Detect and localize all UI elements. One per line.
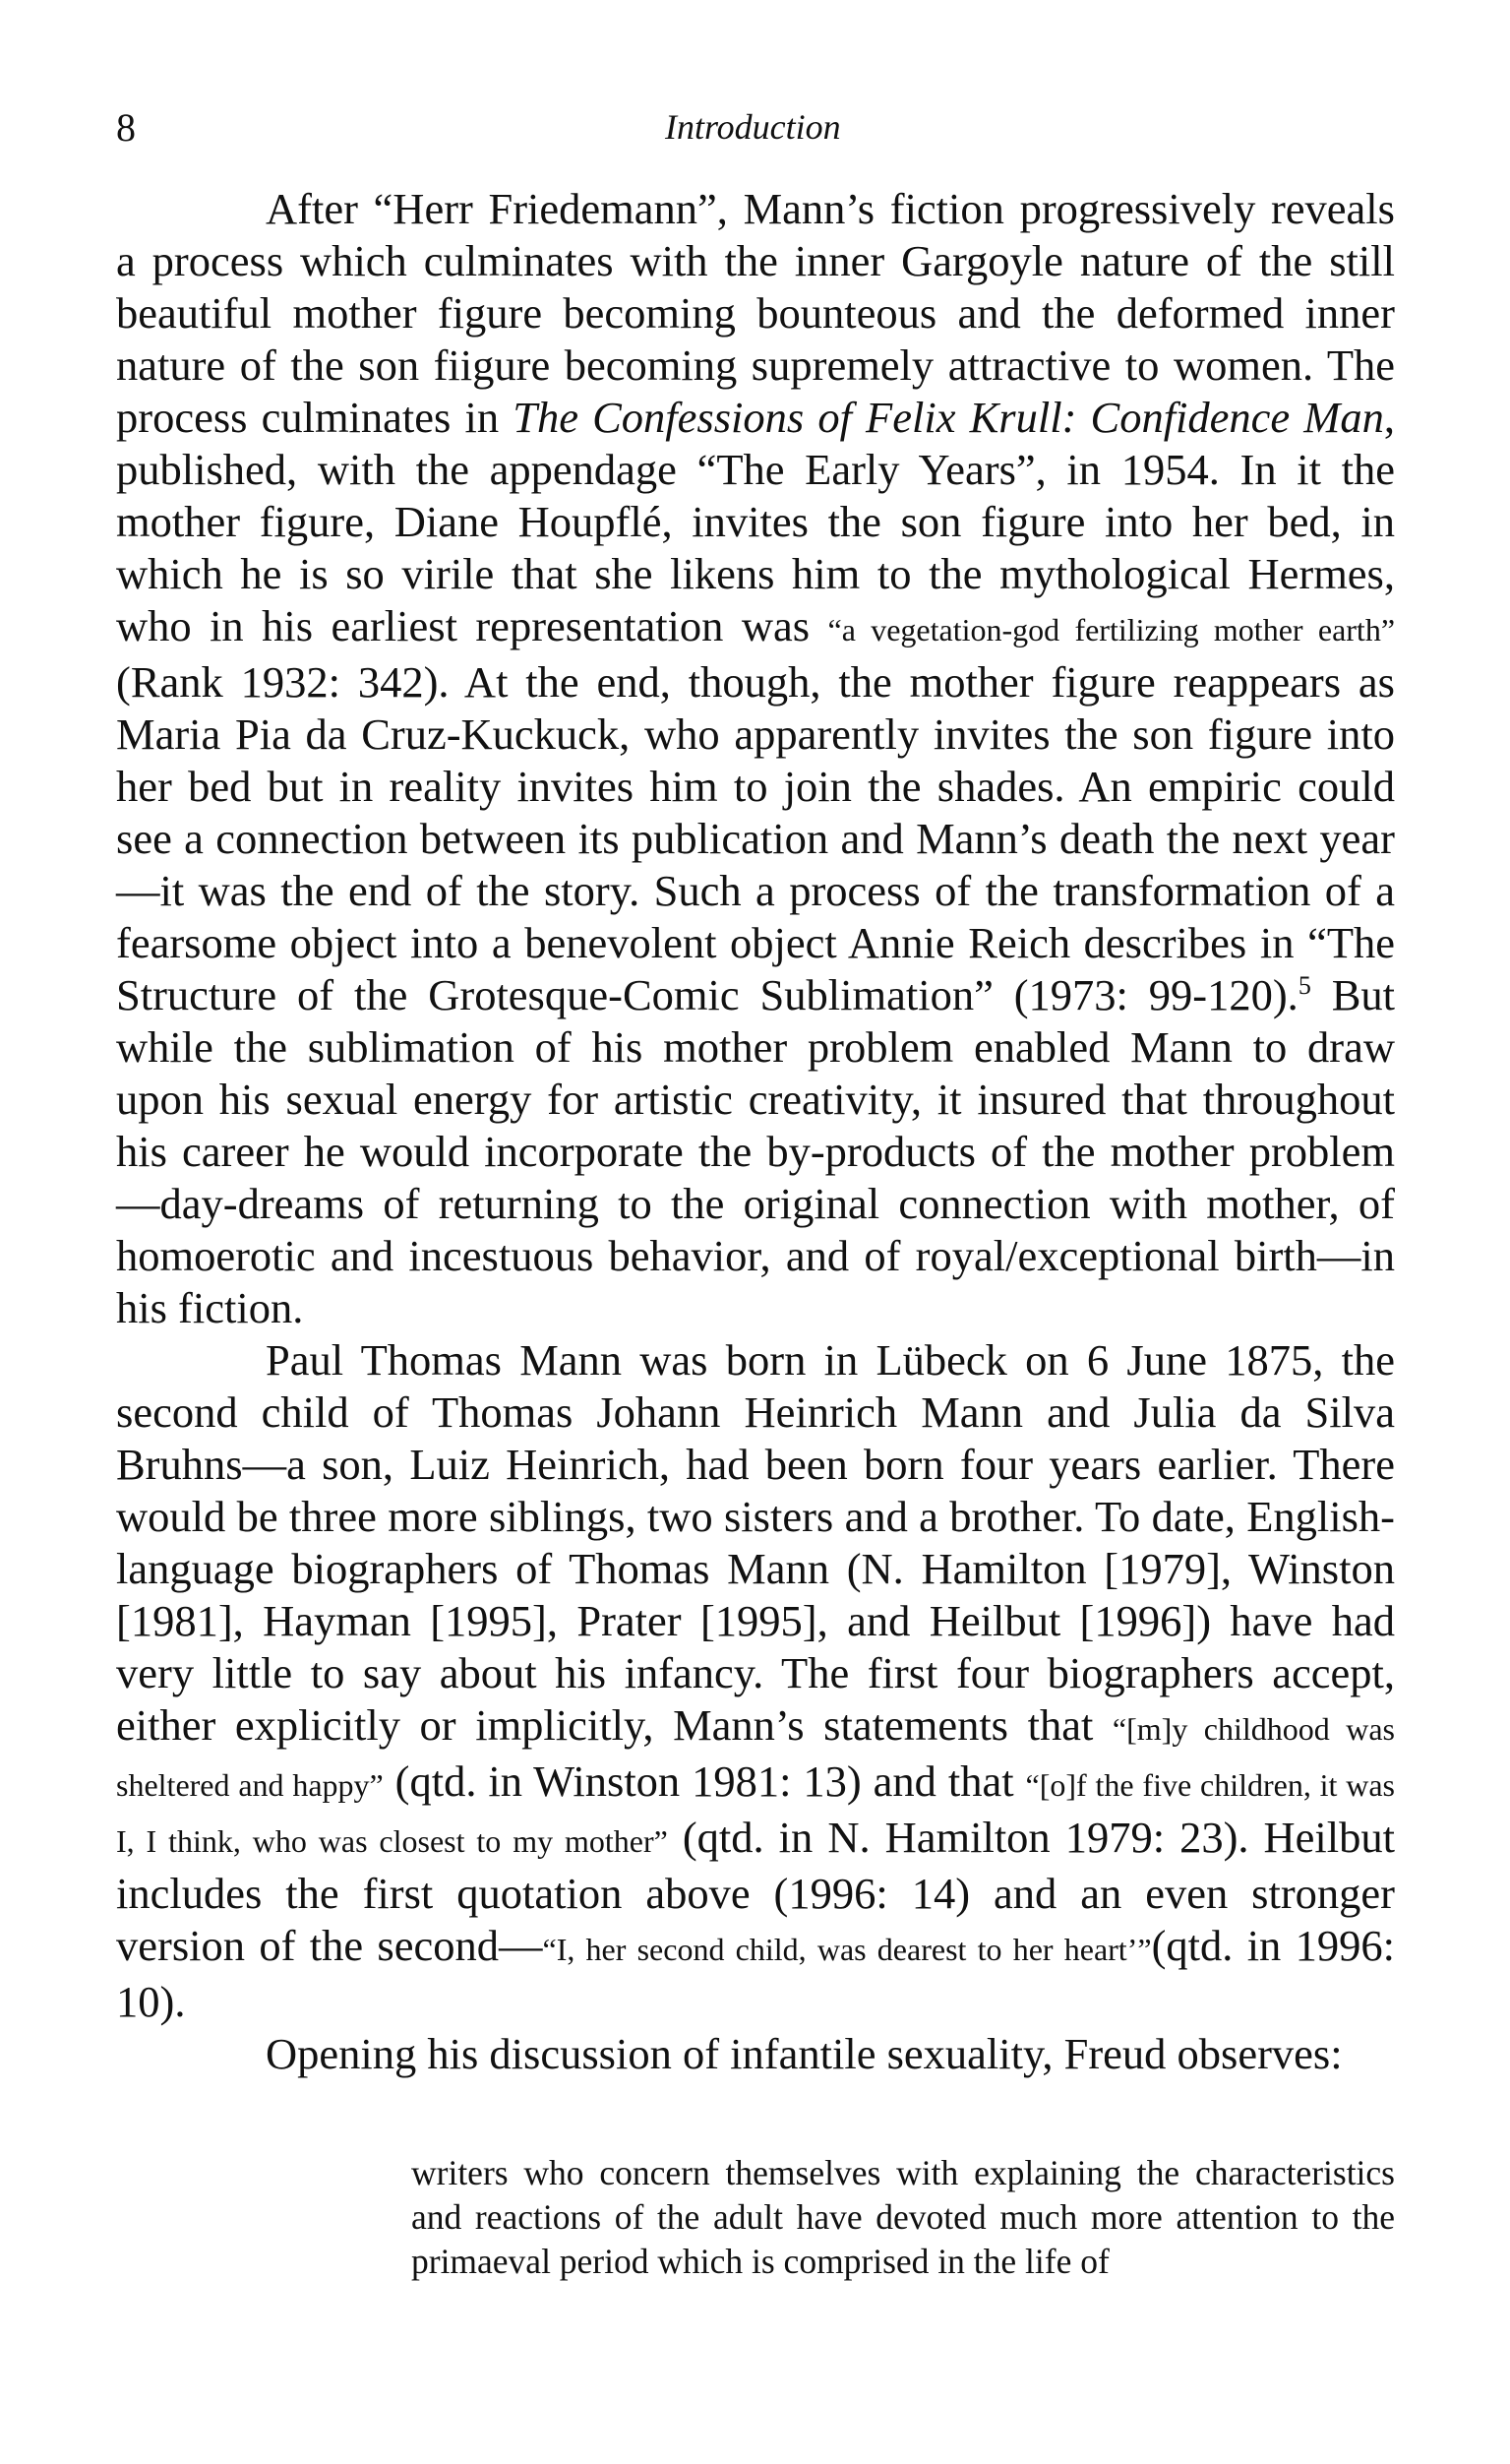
book-title: The Confessions of Felix Krull: Confidence Man (513, 393, 1384, 442)
paragraph-1-text: (Rank 1932: 342). At the end, though, the mother figure reappears as Maria Pia da Cruz-Kuckuck, who apparently invites the son figure into her bed but in reality invites him to join the shades. An empiric could see a connection between its publication and Mann’s death the next year—it was the end of the story. Such a process of the transformation of a fearsome object into a benevolent object Annie Reich describes in “The Structure of the Grotesque-Comic Sublimation” (1973: 99-120). (116, 657, 1395, 1019)
body-text (116, 183, 1395, 2080)
page-number: 8 (116, 105, 136, 150)
paragraph-2-text: (qtd. in 1996: 10). (116, 1921, 1395, 2026)
running-head: Introduction (665, 107, 841, 147)
footnote-marker: 5 (1298, 971, 1311, 1000)
page-header (116, 98, 1395, 157)
block-quote (411, 2151, 1395, 2284)
paragraph-1-text: , published, with the appendage “The Early Years”, in 1954. In it the mother figure, Diane Houpflé, invites the son figure into her bed, in which he is so virile that she likens him to the mythological Hermes, who in his earliest representation was (116, 393, 1395, 650)
inline-quote: “[o]f the five children, it was I, I think, who was closest to my mother” (116, 1767, 1395, 1859)
paragraph-3 (116, 2028, 1395, 2080)
inline-quote: “[m]y childhood was sheltered and happy” (116, 1711, 1396, 1803)
paragraph-1 (116, 183, 1395, 1334)
paragraph-2-text: (qtd. in Winston 1981: 13) and that (394, 1756, 1014, 1806)
inline-quote: “I, her second child, was dearest to her heart’” (542, 1932, 1152, 1967)
paragraph-2-text: (qtd. in N. Hamilton 1979: 23). Heilbut includes the first quotation above (1996: 14) and an even stronger version of the second— (116, 1813, 1396, 1970)
paragraph-1-text: But while the sublimation of his mother problem enabled Mann to draw upon his sexual energy for artistic creativity, it insured that throughout his career he would incorporate the by-products of the mother problem—day-dreams of returning to the original connection with mother, of homoerotic and incestuous behavior, and of royal/exceptional birth—in his fiction. (116, 970, 1396, 1332)
paragraph-1-text: After “Herr Friedemann”, Mann’s fiction progressively reveals a process which culminates with the inner Gargoyle nature of the still beautiful mother figure becoming bounteous and the deformed inner nature of the son fiigure becoming supremely attractive to women. The process culminates in (116, 184, 1395, 442)
paragraph-2 (116, 1334, 1395, 2028)
block-quote-text: writers who concern themselves with explaining the characteristics and reactions of the adult have devoted much more attention to the primaeval period which is comprised in the life of (411, 2153, 1395, 2281)
paragraph-2-text: Paul Thomas Mann was born in Lübeck on 6 June 1875, the second child of Thomas Johann Heinrich Mann and Julia da Silva Bruhns—a son, Luiz Heinrich, had been born four years earlier. There would be three more siblings, two sisters and a brother. To date, English-language biographers of Thomas Mann (N. Hamilton [1979], Winston [1981], Hayman [1995], Prater [1995], and Heilbut [1996]) have had very little to say about his infancy. The first four biographers accept, either explicitly or implicitly, Mann’s statements that (116, 1335, 1395, 1750)
paragraph-3-text: Opening his discussion of infantile sexuality, Freud observes: (266, 2029, 1343, 2078)
inline-quote: “a vegetation-god fertilizing mother earth” (827, 612, 1396, 647)
